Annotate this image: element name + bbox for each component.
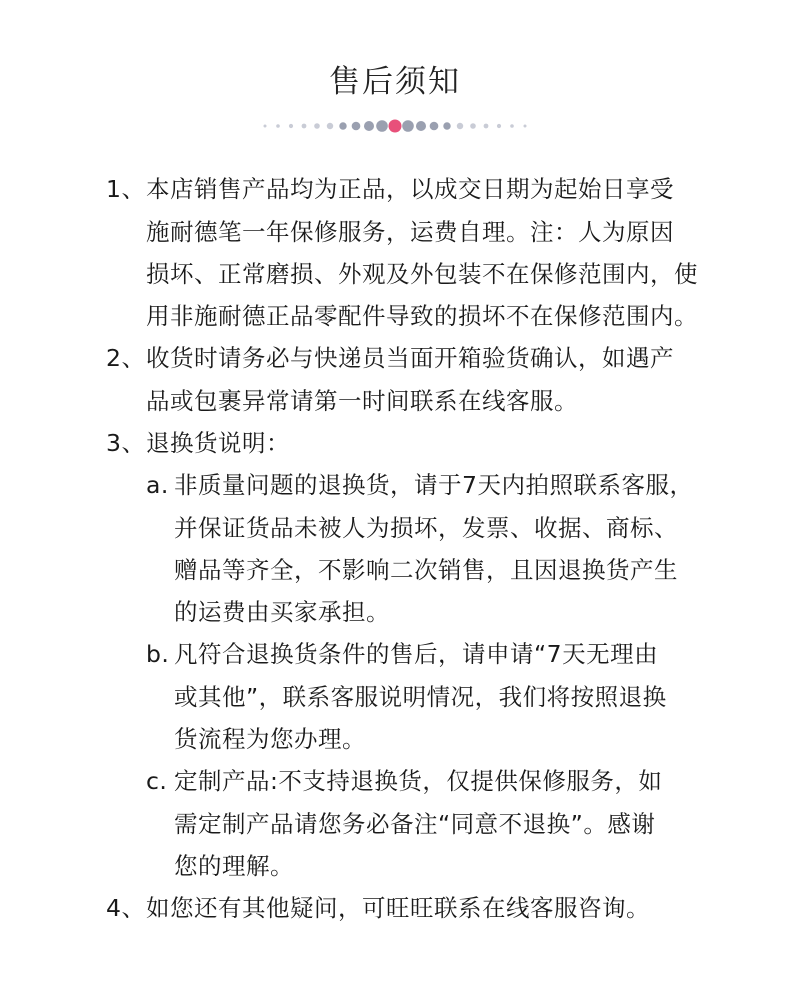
subitem-a-line-1: 非质量问题的退换货，请于7天内拍照联系客服， [174, 471, 694, 499]
item-1-line-2: 施耐德笔一年保修服务，运费自理。注：人为原因 [146, 218, 674, 246]
subitem-c-marker: c. [146, 767, 168, 795]
subitem-a-line-4: 的运费由买家承担。 [174, 598, 390, 626]
subitem-c-line-2: 需定制产品请您务必备注“同意不退换”。感谢 [174, 810, 656, 838]
item-4-line-1: 如您还有其他疑问，可旺旺联系在线客服咨询。 [146, 894, 650, 922]
item-2-marker: 2、 [106, 344, 146, 372]
item-1-line-3: 损坏、正常磨损、外观及外包装不在保修范围内，使 [146, 260, 698, 288]
subitem-a-line-3: 赠品等齐全，不影响二次销售，且因退换货产生 [174, 556, 678, 584]
item-3-marker: 3、 [106, 429, 146, 457]
subitem-b-line-3: 货流程为您办理。 [174, 725, 366, 753]
subitem-c-line-3: 您的理解。 [174, 852, 294, 880]
item-3-line-1: 退换货说明： [146, 429, 290, 457]
subitem-a-marker: a. [146, 471, 169, 499]
subitem-b-line-1: 凡符合退换货条件的售后，请申请“7天无理由 [174, 640, 659, 668]
item-2-line-1: 收货时请务必与快递员当面开箱验货确认，如遇产 [146, 344, 674, 372]
subitem-b-marker: b. [146, 640, 170, 668]
item-4-marker: 4、 [106, 894, 146, 922]
subitem-a-line-2: 并保证货品未被人为损坏，发票、收据、商标、 [174, 514, 678, 542]
item-1-marker: 1、 [106, 175, 146, 203]
page-title: 售后须知 [329, 64, 461, 100]
subitem-c-line-1: 定制产品:不支持退换货，仅提供保修服务，如 [174, 767, 663, 795]
item-2-line-2: 品或包裹异常请第一时间联系在线客服。 [146, 387, 578, 415]
subitem-b-line-2: 或其他”，联系客服说明情况，我们将按照退换 [174, 683, 667, 711]
item-1-line-4: 用非施耐德正品零配件导致的损坏不在保修范围内。 [146, 302, 698, 330]
item-1-line-1: 本店销售产品均为正品，以成交日期为起始日享受 [146, 175, 674, 203]
